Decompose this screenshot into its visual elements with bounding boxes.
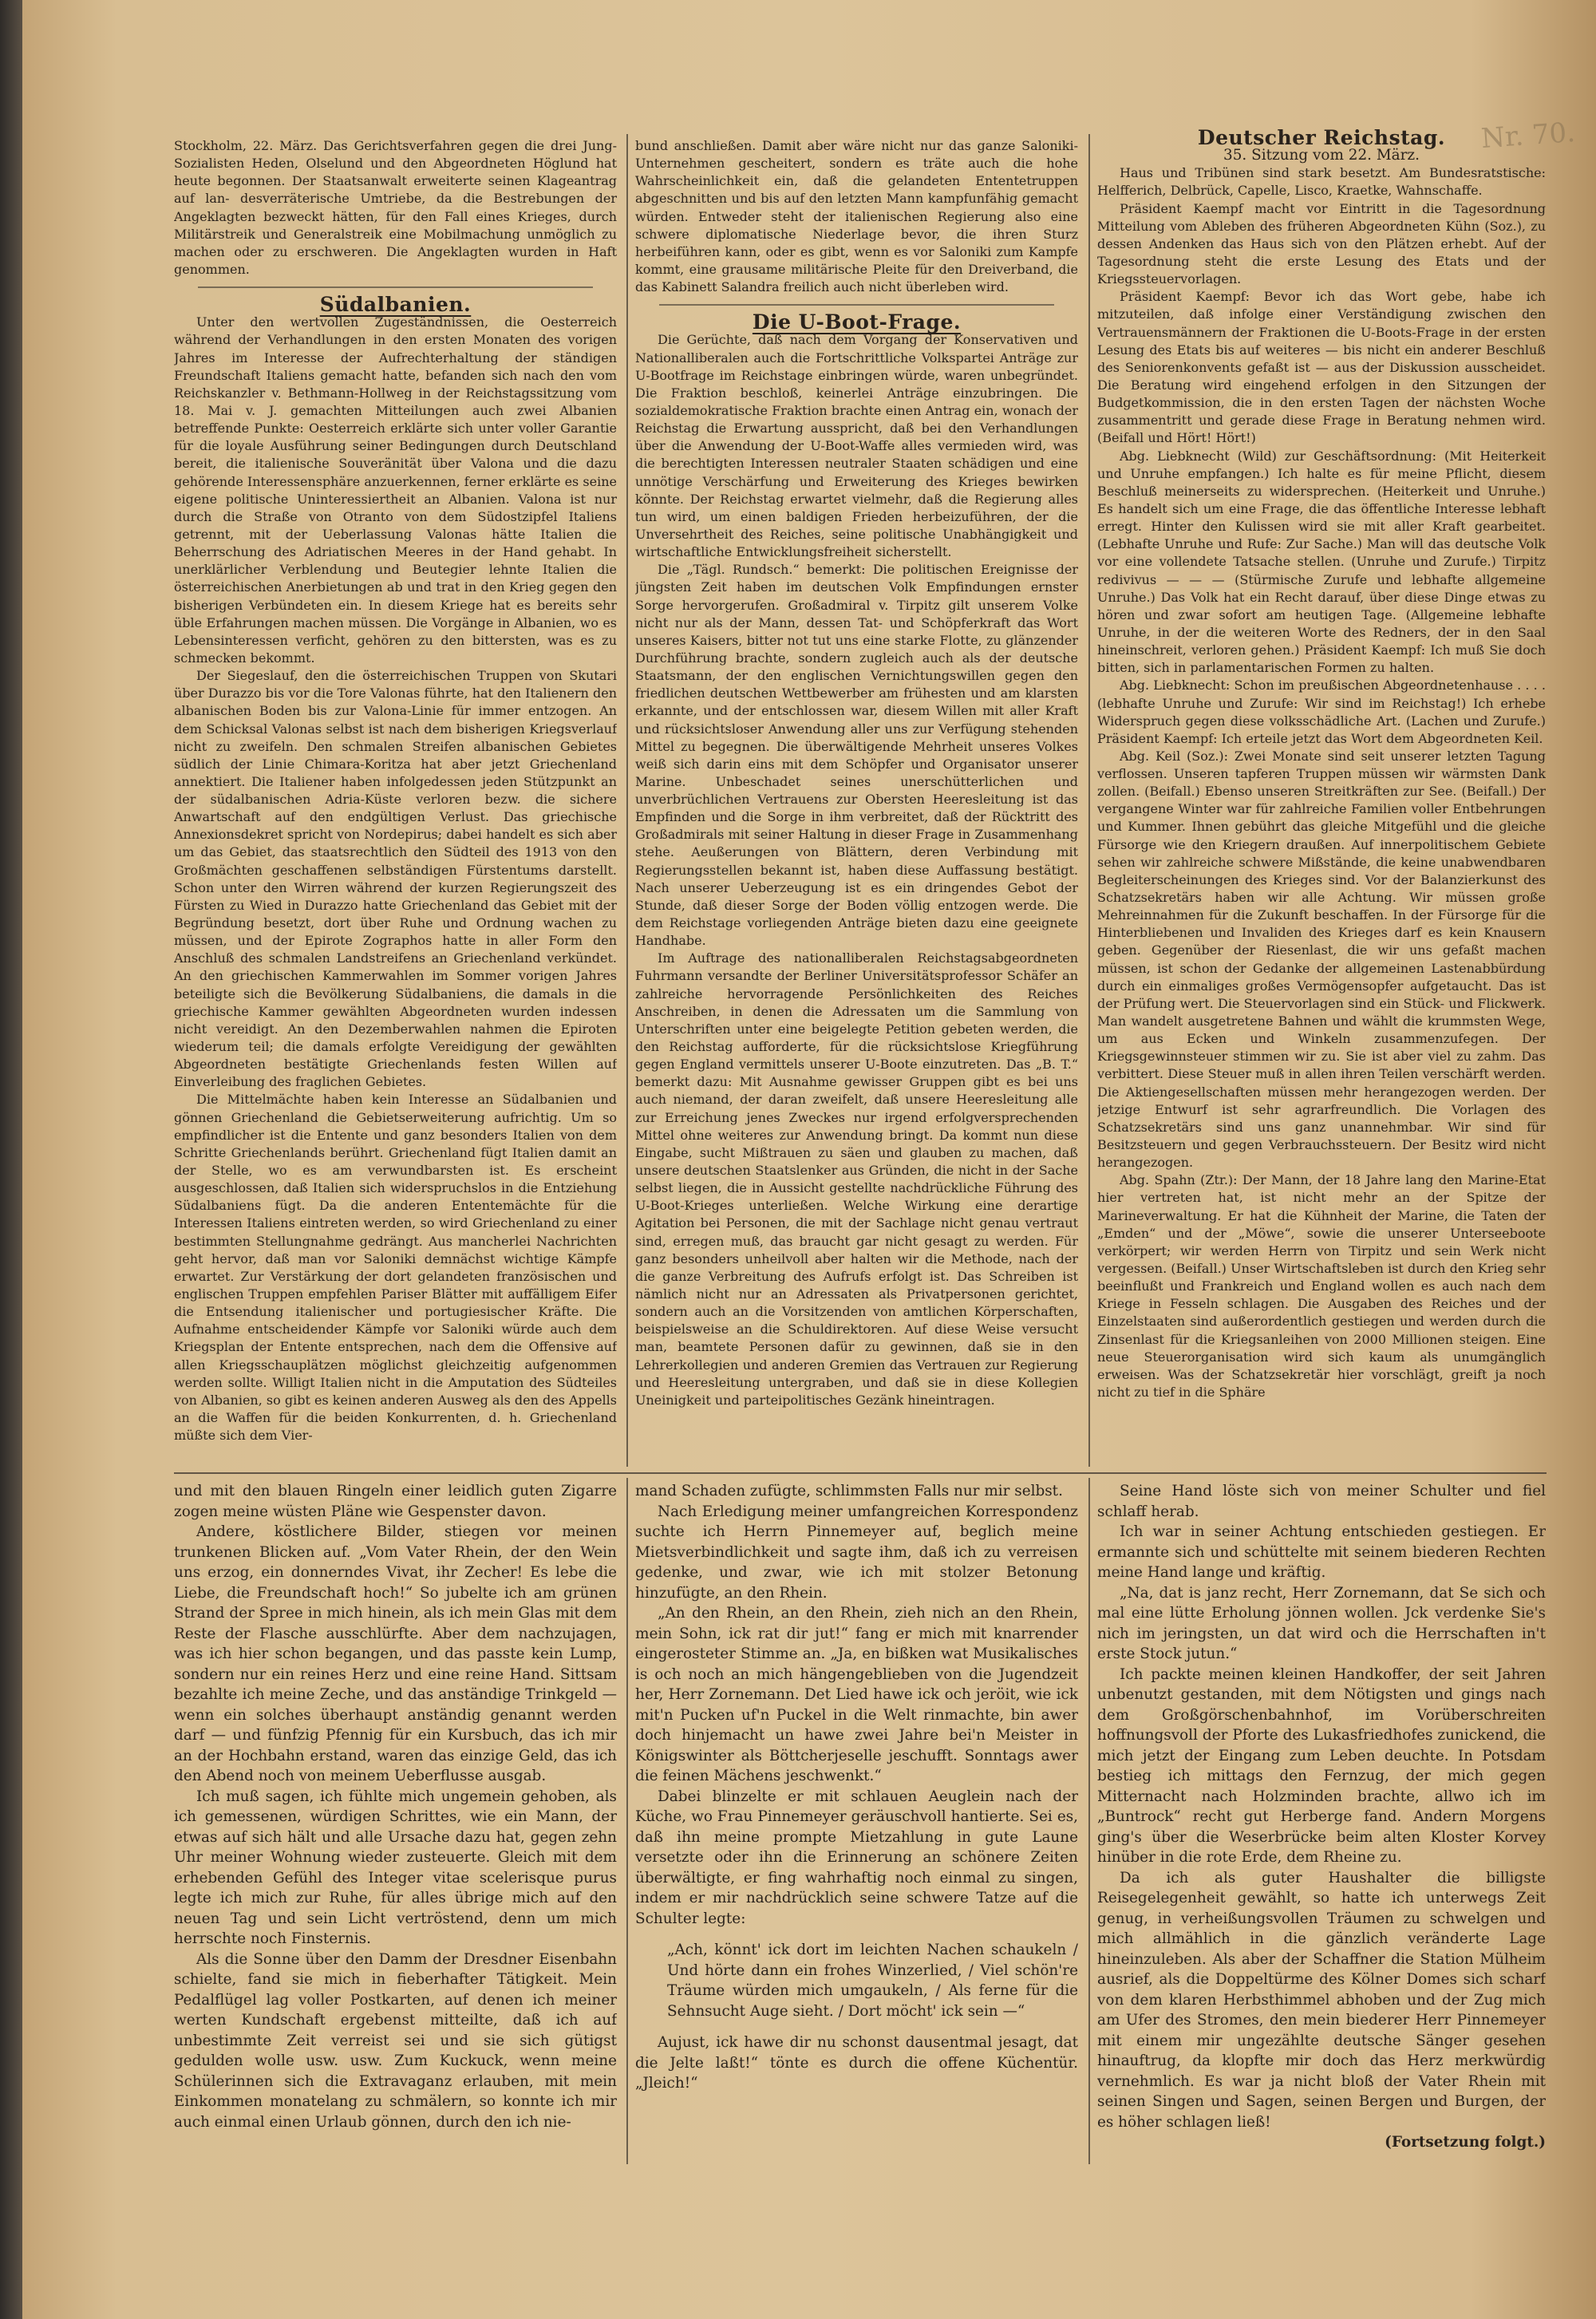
article-paragraph: Abg. Liebknecht: Schon im preußischen Abgeordnetenhause . . . . (lebhafte Unruhe und Zurufe: Wir sind im Reichstag!) Ich erhebe Widerspruch gegen diese volksschädliche Art. (Lachen und Zurufe.) Präsident Kaempf: Ich erteile jetzt das Wort dem Abgeordneten Keil. [1097, 678, 1546, 746]
column-rule [1088, 1478, 1090, 2164]
article-heading-suedalbanien: Südalbanien. [319, 293, 472, 317]
feuilleton-paragraph: Ich war in seiner Achtung entschieden gestiegen. Er ermannte sich und schüttelte mit seinem biederen Rechten meine Hand lange und kräftig. [1097, 1523, 1546, 1581]
feuilleton-column-1 [174, 1481, 617, 2167]
feuilleton-paragraph: Nach Erledigung meiner umfangreichen Korrespondenz suchte ich Herrn Pinnemeyer auf, beglich meine Mietsverbindlichkeit und sagte ihm, daß ich zu verreisen gedenke, und zwar, wie ich mit stolzer Betonung hinzufügte, an den Rhein. [635, 1503, 1078, 1602]
page-number: Nr. 70. [1479, 116, 1577, 156]
feuilleton-paragraph: Ich muß sagen, ich fühlte mich ungemein gehoben, als ich gemessenen, würdigen Schrittes, wie ein Mann, der etwas auf sich hält und alle Ursache dazu hat, gegen zehn Uhr meiner Wohnung wieder zusteuerte. Gleich mit dem erhebenden Gefühl des Integer vitae scelerisque purus legte ich mich zur Ruhe, für alles übrige mich auf den neuen Tag und sein Licht vertröstend, denn um mich herrschte noch Finsternis. [174, 1788, 617, 1947]
newspaper-page [22, 0, 1596, 2319]
session-subheading: 35. Sitzung vom 22. März. [1223, 147, 1420, 164]
article-paragraph: Die „Tägl. Rundsch.“ bemerkt: Die politischen Ereignisse der jüngsten Zeit haben im deutschen Volk Empfindungen ernster Sorge hervorgerufen. Großadmiral v. Tirpitz gilt unserem Volke nicht nur als der Mann, dessen Tat- und Schöpferkraft das Wort unseres Kaisers, bitter not tut uns eine starke Flotte, zu glänzender Durchführung brachte, sondern zugleich auch als der deutsche Staatsmann, der den englischen Vernichtungswillen gegen den friedlichen deutschen Wettbewerber am frühesten und am klarsten erkannte, und der entschlossen war, diesem Willen mit aller Kraft und rücksichtsloser Anwendung aller uns zur Verfügung stehenden Mittel zu begegnen. Die überwältigende Mehrheit unseres Volkes weiß sich darin eins mit dem Schöpfer und Organisator unserer Marine. Unbeschadet seines unerschütterlichen und unverbrüchlichen Vertrauens zur Obersten Heeresleitung ist das Empfinden und die Sorge in ihm verbreitet, daß der Rücktritt des Großadmirals mit seiner Haltung in dieser Frage in Zusammenhang stehe. Aeußerungen von Blättern, deren Verbindung mit Regierungsstellen bekannt ist, haben diese Auffassung bestätigt. Nach unserer Ueberzeugung ist es ein dringendes Gebot der Stunde, daß dieser Sorge der Boden völlig entzogen werde. Die dem Reichstage vorliegenden Anträge bieten dazu eine geeignete Handhabe. [635, 562, 1078, 949]
feuilleton-rule [174, 1472, 1547, 1474]
feuilleton-paragraph: „An den Rhein, an den Rhein, zieh nich an den Rhein, mein Sohn, ick rat dir jut!“ fang er mich mit knarrender eingerosteter Stimme an. „Ja, en bißken wat Musikalisches is och noch an mich hängengeblieben von die Jugendzeit her, Herr Zornemann. Det Lied hawe ick och jeröit, wie ick mit'n Pucken uf'n Puckel in die Welt rinmachte, bin awer doch hinjemacht un hawe zwei Jahre bei'n Meister in Königswinter als Böttcherjeselle jeschufft. Sonntags awer die feinen Mächens jeschwenkt.“ [635, 1605, 1078, 1784]
article-paragraph: Unter den wertvollen Zugeständnissen, die Oesterreich während der Verhandlungen in den ersten Monaten des vorigen Jahres im Interesse der Aufrechterhaltung der ständigen Freundschaft Italiens gemacht hatte, befanden sich nach den vom Reichskanzler v. Bethmann-Hollweg in der Reichstagssitzung vom 18. Mai v. J. gemachten Mitteilungen auch zwei Albanien betreffende Punkte: Oesterreich erklärte sich unter voller Garantie für die loyale Ausführung seiner Bedingungen durch Deutschland bereit, die italienische Souveränität über Valona und die dazu gehörende Interessensphäre anzuerkennen, ferner erklärte es seine eigene politische Uninteressiertheit an Albanien. Valona ist nur durch die Straße von Otranto von dem Südostzipfel Italiens getrennt, mit der Ueberlassung Valonas hätte Italien die Beherrschung des Adriatischen Meeres in der Hand gehabt. In unerklärlicher Verblendung und Beutegier lehnte Italien die österreichischen Anerbietungen ab und trat in den Krieg gegen den bisherigen Verbündeten ein. In diesem Kriege hat es bereits sehr üble Erfahrungen machen müssen. Die Vorgänge in Albanien, wo es Lebensinteressen verficht, gehören zu den bittersten, was es zu schmecken bekommt. [174, 314, 617, 666]
article-heading-reichstag: Deutscher Reichstag. [1197, 128, 1446, 149]
article-paragraph: Präsident Kaempf: Bevor ich das Wort gebe, habe ich mitzuteilen, daß infolge einer Verständigung zwischen den Vertrauensmännern der Fraktionen die U-Boots-Frage in der ersten Lesung des Etats bis auf weiteres — bis nicht ein anderer Beschluß des Seniorenkonvents gefaßt ist — aus der Diskussion ausscheidet. Die Beratung wird eingehend erfolgen in den Sitzungen der Budgetkommission, die in den ersten Tagen der nächsten Woche zusammentritt und gerade diese Frage in Beratung nehmen wird. (Beifall und Hört! Hört!) [1097, 289, 1546, 446]
feuilleton-poem: „Ach, könnt' ick dort im leichten Nachen schaukeln / Und hörte dann ein frohes Winzerlied, / Viel schön're Träume würden mich umgaukeln, / Als ferne für die Sehnsucht Auge sieht. / Dort möcht' ick sein —“ [667, 1942, 1078, 2020]
separator [198, 286, 593, 288]
continued-notice: (Fortsetzung folgt.) [1385, 2134, 1546, 2151]
feuilleton-paragraph: Da ich als guter Haushalter die billigste Reisegelegenheit gewählt, so hatte ich unterwegs Zeit genug, in verheißungsvollen Träumen zu schwelgen und mich allmählich in die gänzlich veränderte Lage hineinzuleben. Als aber der Schaffner die Station Mülheim ausrief, als die Doppeltürme des Kölner Domes sich scharf von dem klaren Herbsthimmel abhoben und der Zug mich am Ufer des Stromes, den mein biederer Herr Pinnemeyer mit einem mir ungezählte deutsche Sänger gesehen hinauftrug, da klopfte mir doch das Herz merkwürdig vernehmlich. Es war ja nicht bloß der Vater Rhein mit seinen Singen und Sagen, seinen Bergen und Burgen, der es höher schlagen ließ! [1097, 1869, 1546, 2131]
article-continuation: bund anschließen. Damit aber wäre nicht nur das ganze Saloniki-Unternehmen gescheitert, sondern es träte auch die hohe Wahrscheinlichkeit ein, daß die gelandeten Ententetruppen abgeschnitten und bis auf den letzten Mann kampfunfähig gemacht würden. Entweder steht der italienischen Regierung also eine schwere diplomatische Niederlage bevor, die ihren Sturz herbeiführen kann, oder es gibt, wenn es vor Saloniki zum Kampfe kommt, eine grausame militärische Pleite für den Dreiverband, die das Kabinett Salandra freilich auch nicht überleben wird. [635, 138, 1078, 295]
column-2 [635, 137, 1078, 1466]
feuilleton-paragraph: Seine Hand löste sich von meiner Schulter und fiel schlaff herab. [1097, 1483, 1546, 1520]
feuilleton-paragraph: mand Schaden zufügte, schlimmsten Falls nur mir selbst. [635, 1483, 1063, 1499]
article-paragraph: Der Siegeslauf, den die österreichischen Truppen von Skutari über Durazzo bis vor die Tore Valonas führte, hat den Italienern den albanischen Boden bis zur Valona-Linie für immer entzogen. An dem Schicksal Valonas selbst ist nach dem bisherigen Kriegsverlauf nicht zu zweifeln. Den schmalen Streifen albanischen Gebietes südlich der Linie Chimara-Koritza hat aber jetzt Griechenland annektiert. Die Italiener haben infolgedessen jeden Stützpunkt an der südalbanischen Adria-Küste verloren bezw. die sichere Anwartschaft auf den endgültigen Verlust. Das griechische Annexionsdekret spricht von Nordepirus; dabei handelt es sich aber um das Gebiet, das staatsrechtlich den Südteil des 1913 von den Großmächten geschaffenen selbständigen Fürstentums darstellt. Schon unter den Wirren während der kurzen Regierungszeit des Fürsten zu Wied in Durazzo hatte Griechenland das Gebiet mit der Begründung besetzt, dort über Ruhe und Ordnung wachen zu müssen, und der Epirote Zographos hatte in aller Form den Anschluß des schmalen Landstreifens an Griechenland verkündet. An den griechischen Kammerwahlen im Sommer vorigen Jahres beteiligte sich die Bevölkerung Südalbaniens, die damals in die griechische Kammer gewählten Abgeordneten wurden indessen nicht vereidigt. An den Dezemberwahlen nahmen die Epiroten wiederum teil; die damals erfolgte Vereidigung der gewählten Abgeordneten bestätigte Griechenlands festen Willen auf Einverleibung des fraglichen Gebietes. [174, 668, 617, 1090]
article-paragraph: Im Auftrage des nationalliberalen Reichstagsabgeordneten Fuhrmann versandte der Berliner Universitätsprofessor Schäfer an zahlreiche hervorragende Persönlichkeiten des Reiches Anschreiben, in denen die Adressaten um die Sammlung von Unterschriften unter eine beigelegte Petition gebeten werden, die den Reichstag aufforderte, für die rücksichtslose Kriegführung gegen England vermittels unserer U-Boote einzutreten. Das „B. T.“ bemerkt dazu: Mit Ausnahme gewisser Gruppen gibt es bei uns auch niemand, der daran zweifelt, daß unsere Heeresleitung alle zur Erreichung jenes Zweckes nur irgend erfolgversprechenden Mittel ohne weiteres zur Anwendung bringt. Da kommt nun diese Eingabe, sucht Mißtrauen zu säen und glauben zu machen, daß unsere deutschen Staatslenker aus Gründen, die nicht in der Sache selbst liegen, die in Aussicht gestellte nachdrückliche Führung des U-Boot-Krieges unterließen. Welche Wirkung eine derartige Agitation bei Personen, die mit der Sachlage nicht genau vertraut sind, erregen muß, das braucht gar nicht gesagt zu werden. Für ganz besonders unheilvoll aber halten wir die Methode, nach der die ganze Verbreitung des Aufrufs erfolgt ist. Das Schreiben ist nämlich nicht nur an Adressaten als Privatpersonen gerichtet, sondern auch an die Vorsitzenden von amtlichen Körperschaften, beispielsweise an die Schuldirektoren. Auf diese Weise versucht man, beamtete Personen dafür zu gewinnen, daß sie in den Lehrerkollegien und anderen Gremien das Vertrauen zur Regierung und Heeresleitung untergraben, und daß sie in diese Kollegien Uneinigkeit und parteipolitisches Gezänk hineintragen. [635, 950, 1078, 1408]
article-paragraph: Abg. Keil (Soz.): Zwei Monate sind seit unserer letzten Tagung verflossen. Unseren tapferen Truppen müssen wir wärmsten Dank zollen. (Beifall.) Ebenso unseren Streitkräften zur See. (Beifall.) Der vergangene Winter war für zahlreiche Familien voller Entbehrungen und Kummer. Ihnen gebührt das gleiche Mitgefühl und die gleiche Fürsorge wie den Kriegern draußen. Auf innerpolitischem Gebiete sehen wir zahlreiche schwere Mißstände, die keine unabwendbaren Begleiterscheinungen des Krieges sind. Vor der Balanzierkunst des Schatzsekretärs haben wir alle Achtung. Wir müssen große Mehreinnahmen für die Zukunft beschaffen. In der Fürsorge für die Hinterbliebenen und Invaliden des Krieges darf es kein Knausern geben. Gegenüber der Riesenlast, die wir uns gefaßt machen müssen, ist schon der Gedanke der allgemeinen Lastenabbürdung durch ein einmaliges großes Vermögensopfer aufgetaucht. Das ist der Prüfung wert. Die Steuervorlagen sind ein Stück- und Flickwerk. Man wandelt ausgetretene Bahnen und wählt die krummsten Wege, um aus Ecken und Winkeln zusammenzufegen. Der Kriegsgewinnsteuer stimmen wir zu. Sie ist aber viel zu zahm. Das verbittert. Diese Steuer muß in allen ihren Teilen verschärft werden. Die Aktiengesellschaften müssen mehr herangezogen werden. Der jetzige Entwurf ist sehr agrarfreundlich. Die Vorlagen des Schatzsekretärs sind uns ganz unannehmbar. Wir sind für Besitzsteuern und gegen Verbrauchssteuern. Der Besitz wird nicht herangezogen. [1097, 748, 1546, 1171]
column-rule [626, 1478, 628, 2164]
article-paragraph: Abg. Spahn (Ztr.): Der Mann, der 18 Jahre lang den Marine-Etat hier vertreten hat, ist nicht mehr an der Spitze der Marineverwaltung. Er hat die Kühnheit der Marine, die Taten der „Emden“ und der „Möwe“, sowie die unserer Unterseeboote verkörpert; wir werden Herrn von Tirpitz und sein Werk nicht vergessen. (Beifall.) Unser Wirtschaftsleben ist durch den Krieg sehr beeinflußt und Frankreich und England wollen es auch nach dem Kriege in Fesseln schlagen. Die Ausgaben des Reiches und der Einzelstaaten sind außerordentlich gestiegen und werden durch die Zinsenlast für die Kriegsanleihen von 2000 Millionen steigen. Eine neue Steuerorganisation wird sich kaum als unumgänglich erweisen. Was der Schatzsekretär hier vorschlägt, greift ja noch nicht zu tief in die Sphäre [1097, 1172, 1546, 1400]
article-paragraph: Haus und Tribünen sind stark besetzt. Am Bundesratstische: Helfferich, Delbrück, Capelle, Lisco, Kraetke, Wahnschaffe. [1097, 165, 1546, 199]
feuilleton-paragraph: und mit den blauen Ringeln einer leidlich guten Zigarre zogen meine wüsten Pläne wie Gespenster davon. [174, 1483, 617, 1520]
article-paragraph: Die Gerüchte, daß nach dem Vorgang der Konservativen und Nationalliberalen auch die Fortschrittliche Volkspartei Anträge zur U-Bootfrage im Reichstage einbringen würde, waren unbegründet. Die Fraktion beschloß, keinerlei Anträge einzubringen. Die sozialdemokratische Fraktion brachte einen Antrag ein, wonach der Reichstag die Erwartung ausspricht, daß bei den Verhandlungen über die Anwendung der U-Boot-Waffe alles vermieden wird, was die berechtigten Interessen neutraler Staaten schädigen und eine unnötige Verschärfung und Erweiterung des Krieges bewirken könnte. Der Reichstag erwartet vielmehr, daß die Regierung alles tun wird, um einen baldigen Frieden herbeizuführen, der die Unversehrtheit des Reiches, seine politische Unabhängigkeit und wirtschaftliche Entwicklungsfreiheit sicherstellt. [635, 332, 1078, 560]
column-3 [1097, 128, 1546, 1466]
feuilleton-paragraph: „Na, dat is janz recht, Herr Zornemann, dat Se sich och mal eine lütte Erholung jönnen wollen. Jck verdenke Sie's nich im jeringsten, un dat wird och die Herrschaften in't erste Stock jutun.“ [1097, 1584, 1546, 1662]
book-binding [0, 0, 22, 2319]
separator [659, 304, 1054, 306]
column-rule [1088, 134, 1090, 1467]
feuilleton-column-2 [635, 1481, 1078, 2167]
column-1 [174, 137, 617, 1466]
article-paragraph: Die Mittelmächte haben kein Interesse an Südalbanien und gönnen Griechenland die Gebietserweiterung aufrichtig. Um so empfindlicher ist die Entente und ganz besonders Italien von dem Schritte Griechenlands berührt. Griechenland fügt Italien damit an der Stelle, wo es am verwundbarsten ist. Es erscheint ausgeschlossen, daß Italien sich widerspruchslos in die Entziehung Südalbaniens fügt. Da die anderen Ententemächte für die Interessen Italiens eintreten werden, so wird Griechenland zu einer bestimmten Stellungnahme gedrängt. Aus mancherlei Nachrichten geht hervor, daß man vor Saloniki demnächst wichtige Kämpfe erwartet. Zur Verstärkung der dort gelandeten französischen und englischen Truppen empfehlen Pariser Blätter mit auffälligem Eifer die Entsendung italienischer und portugiesischer Kräfte. Die Aufnahme entscheidender Kämpfe vor Saloniki würde auch dem Kriegsplan der Entente entsprechen, nach dem die Offensive auf allen Kriegsschauplätzen möglichst gleichzeitig aufgenommen werden sollte. Willigt Italien nicht in die Amputation des Südteiles von Albanien, so gibt es keinen anderen Ausweg als den des Appells an die Waffen für die beiden Konkurrenten, d. h. Griechenland müßte sich dem Vier- [174, 1092, 617, 1444]
feuilleton-paragraph: Aujust, ick hawe dir nu schonst dausentmal jesagt, dat die Jelte laßt!“ tönte es durch die offene Küchentür. „Jleich!“ [635, 2034, 1078, 2092]
feuilleton-paragraph: Andere, köstlichere Bilder, stiegen vor meinen trunkenen Blicken auf. „Vom Vater Rhein, der den Wein uns erzog, ein donnerndes Vivat, ihr Zecher! Es lebe die Liebe, die Freundschaft hoch!“ So jubelte ich am grünen Strand der Spree in mich hinein, als ich mein Glas mit dem Reste der Flasche ausschlürfte. Aber dem nachzujagen, was ich hier schon begangen, und das passte kein Lump, sondern nur ein reines Herz und eine reine Hand. Sittsam bezahlte ich meine Zeche, und das anständige Trinkgeld — wenn ein solches überhaupt anständig genannt werden darf — und fünfzig Pfennig für ein Kursbuch, das ich mir an der Hochbahn erstand, waren das einzige Geld, das ich den Abend noch von meinem Ueberflusse ausgab. [174, 1523, 617, 1784]
feuilleton-paragraph: Ich packte meinen kleinen Handkoffer, der seit Jahren unbenutzt gestanden, mit dem Nötigsten und gings nach dem Großgörschenbahnhof, im Vorüberschreiten hoffnungsvoll der Pforte des Lukasfriedhofes zunickend, die mich jetzt der Eingang zum Leben deuchte. In Potsdam bestieg ich mittags den Fernzug, der mich gegen Mitternacht nach Holzminden brachte, allwo ich im „Buntrock“ recht gut Herberge fand. Andern Morgens ging's über die Weserbrücke beim alten Kloster Korvey hinüber in die rote Erde, dem Rheine zu. [1097, 1665, 1546, 1866]
article-paragraph: Abg. Liebknecht (Wild) zur Geschäftsordnung: (Mit Heiterkeit und Unruhe empfangen.) Ich halte es für meine Pflicht, diesem Beschluß meinerseits zu widersprechen. (Heiterkeit und Unruhe.) Es handelt sich um eine Frage, die das öffentliche Interesse lebhaft erregt. Hinter den Kulissen wird sie mit aller Kraft gearbeitet. (Lebhafte Unruhe und Rufe: Zur Sache.) Man will das deutsche Volk vor eine vollendete Tatsache stellen. (Unruhe und Zurufe.) Tirpitz redivivus — — — (Stürmische Zurufe und lebhafte allgemeine Unruhe.) Das Volk hat ein Recht darauf, über diese Dinge etwas zu hören und zwar sofort am heutigen Tage. (Allgemeine lebhafte Unruhe, in der die weiteren Worte des Redners, der in den Saal hineinschreit, verloren gehen.) Präsident Kaempf: Ich muß Sie doch bitten, sich in parlamentarischen Formen zu halten. [1097, 448, 1546, 676]
feuilleton-paragraph: Dabei blinzelte er mit schlauen Aeuglein nach der Küche, wo Frau Pinnemeyer geräuschvoll hantierte. Sei es, daß ihn meine prompte Mietzahlung in gute Laune versetzte oder ihn die Erinnerung an schönere Zeiten überwältigte, er fing wahrhaftig noch einmal zu singen, indem er mir nachdrücklich seine schwere Tatze auf die Schulter legte: [635, 1788, 1078, 1927]
feuilleton-column-3 [1097, 1481, 1546, 2167]
article-heading-u-boot-frage: Die U-Boot-Frage. [752, 310, 962, 334]
feuilleton-paragraph: Als die Sonne über den Damm der Dresdner Eisenbahn schielte, fand sie mich in fieberhafter Tätigkeit. Mein Pedalflügel lag voller Postkarten, auf denen ich meiner werten Kundschaft ergebenst mitteilte, daß ich auf unbestimmte Zeit verreist sei und sie sich gütigst gedulden wolle usw. usw. Zum Kuckuck, wenn meine Schülerinnen sich die Extravaganz erlauben, mit mein Einkommen monatelang zu schmälern, so konnte ich mir auch einmal einen Urlaub gönnen, durch den ich nie- [174, 1950, 617, 2131]
column-rule [626, 134, 628, 1467]
article-paragraph: Präsident Kaempf macht vor Eintritt in die Tagesordnung Mitteilung vom Ableben des früheren Abgeordneten Kühn (Soz.), zu dessen Andenken das Haus sich von den Plätzen erhebt. Auf der Tagesordnung steht die erste Lesung des Etats und der Kriegssteuervorlagen. [1097, 200, 1546, 287]
stockholm-notice: Stockholm, 22. März. Das Gerichtsverfahren gegen die drei Jung-Sozialisten Heden, Olselund und den Abgeordneten Höglund hat heute begonnen. Der Staatsanwalt erweiterte seinen Klageantrag auf lan- desverräterische Umtriebe, da die Bestrebungen der Angeklagten bezweckt hätten, für den Fall eines Krieges, durch Militärstreik und Generalstreik eine Mobilmachung unmöglich zu machen oder zu erschweren. Die Angeklagten wurden in Haft genommen. [174, 138, 617, 277]
